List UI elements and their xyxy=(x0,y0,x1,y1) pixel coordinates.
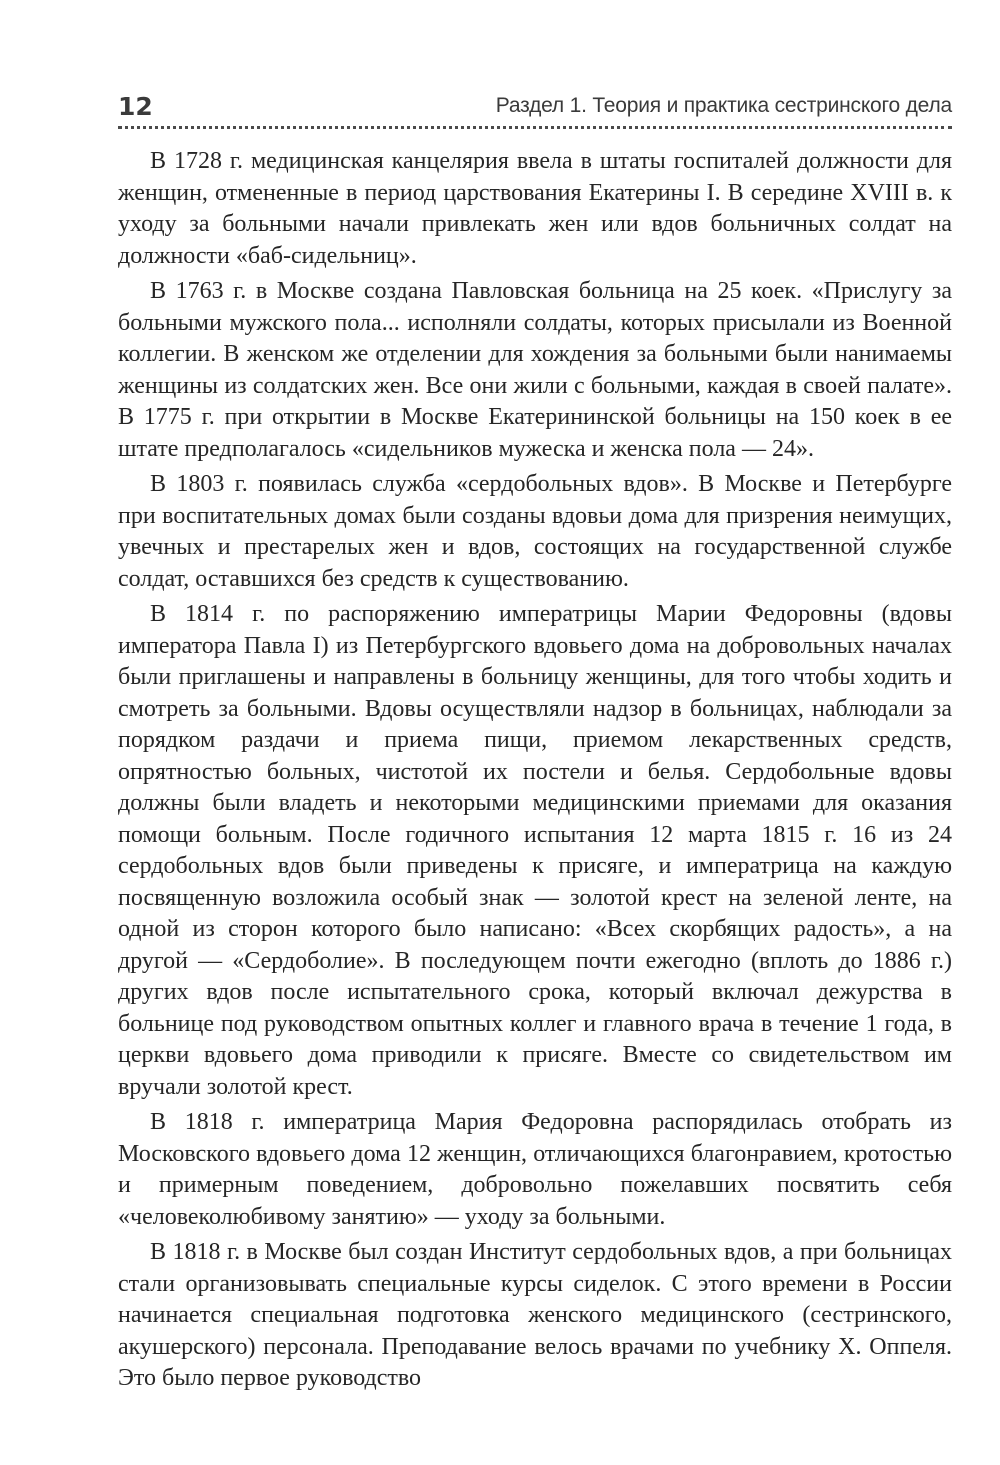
body-text xyxy=(118,146,952,1399)
section-title: Раздел 1. Теория и практика сестринского дела xyxy=(495,94,952,117)
page-number: 12 xyxy=(118,92,153,121)
paragraph: В 1818 г. в Москве был создан Институт сердобольных вдов, а при больницах стали организовывать специальные курсы сиделок. С этого времени в России начинается специальная подготовка женского медицинского (сестринского, акушерского) персонала. Преподавание велось врачами по учебнику Х. Оппеля. Это было первое руководство xyxy=(118,1239,952,1391)
paragraph: В 1728 г. медицинская канцелярия ввела в штаты госпиталей должности для женщин, отмененные в период царствования Екатерины I. В середине XVIII в. к уходу за больными начали привлекать жен или вдов больничных солдат на должности «баб-сидельниц». xyxy=(118,148,952,269)
paragraph: В 1814 г. по распоряжению императрицы Марии Федоровны (вдовы императора Павла I) из Петербургского вдовьего дома на добровольных началах были приглашены и направлены в больницу женщины, для того чтобы ходить и смотреть за больными. Вдовы осуществляли надзор в больницах, наблюдали за порядком раздачи и приема пищи, приемом лекарственных средств, опрятностью больных, чистотой их постели и белья. Сердобольные вдовы должны были владеть и некоторыми медицинскими приемами для оказания помощи больным. После годичного испытания 12 марта 1815 г. 16 из 24 сердобольных вдов были приведены к присяге, и императрица на каждую посвященную возложила особый знак — золотой крест на зеленой ленте, на одной из сторон которого было написано: «Всех скорбящих радость», а на другой — «Сердоболие». В последующем почти ежегодно (вплоть до 1886 г.) других вдов после испытательного срока, который включал дежурства в больнице под руководством опытных коллег и главного врача в течение 1 года, в церкви вдовьего дома приводили к присяге. Вместе со свидетельством им вручали золотой крест. xyxy=(118,601,952,1100)
paragraph: В 1763 г. в Москве создана Павловская больница на 25 коек. «Прислугу за больными мужского пола... исполняли солдаты, которых присылали из Военной коллегии. В женском же отделении для хождения за больными были нанимаемы женщины из солдатских жен. Все они жили с больными, каждая в своей палате». В 1775 г. при открытии в Москве Екатерининской больницы на 150 коек в ее штате предполагалось «сидельников мужеска и женска пола — 24». xyxy=(118,278,952,462)
paragraph: В 1818 г. императрица Мария Федоровна распорядилась отобрать из Московского вдовьего дома 12 женщин, отличающихся благонравием, кротостью и примерным поведением, добровольно пожелавших посвятить себя «человеколюбивому занятию» — уходу за больными. xyxy=(118,1109,952,1230)
running-head xyxy=(118,86,952,126)
paragraph: В 1803 г. появилась служба «сердобольных вдов». В Москве и Петербурге при воспитательных домах были созданы вдовьи дома для призрения неимущих, увечных и престарелых жен и вдов, состоящих на государственной службе солдат, оставшихся без средств к существованию. xyxy=(118,471,952,592)
header-divider xyxy=(118,126,952,129)
